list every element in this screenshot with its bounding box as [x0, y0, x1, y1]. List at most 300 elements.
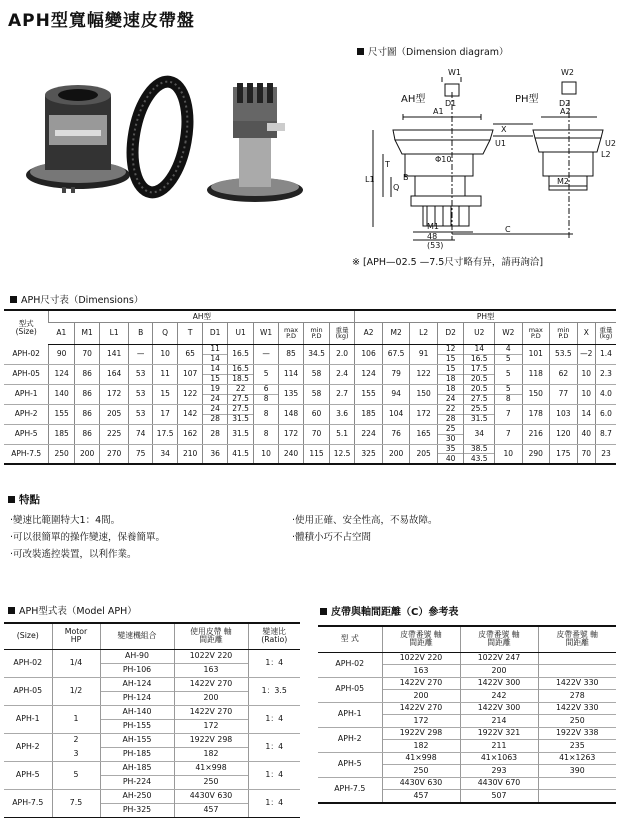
label-53: (53)	[427, 241, 444, 250]
label-b: B	[403, 173, 409, 182]
model-belt	[174, 789, 248, 818]
cell-w1	[254, 384, 278, 404]
belt-c1-value: 1922V 298	[399, 728, 443, 738]
cell-pmin: 53.5	[550, 344, 578, 364]
cell-u2	[464, 364, 495, 384]
model-combo-value: AH-250	[122, 790, 152, 800]
cell-aw: 2.7	[329, 384, 355, 404]
page-title: APH型寬幅變速皮帶盤	[8, 11, 195, 31]
model-hp-value: 2	[73, 735, 79, 745]
table-row	[4, 344, 616, 364]
cell-w2: 10	[495, 444, 523, 464]
cell-l1: 225	[100, 424, 129, 444]
table-row	[4, 733, 300, 761]
label-t: T	[385, 160, 390, 169]
belt-c1	[382, 727, 460, 752]
dimensions-table	[4, 309, 616, 465]
model-size: APH-2	[4, 733, 52, 761]
cell-u2-value: 20.5	[464, 374, 494, 384]
label-a1: A1	[433, 107, 444, 116]
cell-l2: 205	[410, 444, 438, 464]
model-combo-value: PH-185	[101, 747, 174, 761]
features-heading-text: 特點	[19, 494, 40, 506]
cell-t: 122	[177, 384, 203, 404]
cell-d1	[203, 384, 227, 404]
cell-amax: 148	[278, 404, 304, 424]
cell-size: APH-7.5	[4, 444, 49, 464]
model-combo-value: AH-185	[122, 762, 152, 772]
features-left	[10, 512, 290, 563]
dims-heading	[10, 292, 143, 306]
table-row	[4, 789, 300, 818]
cell-d2-value: 18	[438, 374, 464, 384]
cell-u2-value: 16.5	[464, 354, 494, 364]
cell-m1: 86	[74, 424, 100, 444]
cell-q: 11	[153, 364, 177, 384]
cell-aw: 3.6	[329, 404, 355, 424]
col-d2: D2	[437, 322, 464, 344]
cell-size: APH-5	[4, 424, 49, 444]
model-belt	[174, 705, 248, 733]
belt-c2	[460, 752, 538, 777]
cell-d2-value: 25	[445, 424, 456, 434]
cell-l1: 164	[100, 364, 129, 384]
model-combo	[100, 789, 174, 818]
belt-size: APH-7.5	[318, 777, 382, 803]
col-ph-weight: 重量 (kg)	[595, 322, 616, 344]
cell-w2-value: 5	[495, 354, 522, 364]
cell-d1-value: 15	[203, 374, 226, 384]
model-hp: 1/4	[52, 649, 100, 677]
cell-u1-value: 22	[235, 384, 246, 394]
belt-c3-value: 1422V 330	[555, 678, 599, 688]
cell-m2: 200	[382, 444, 410, 464]
col-b: B	[128, 322, 152, 344]
belt-c3	[538, 702, 616, 727]
cell-w1: 10	[254, 444, 278, 464]
col-ah-weight: 重量 (kg)	[329, 322, 355, 344]
ah-group-header: AH型	[49, 310, 355, 322]
cell-amin: 58	[304, 364, 330, 384]
label-x: X	[501, 125, 507, 134]
cell-m1: 70	[74, 344, 100, 364]
cell-amax: 240	[278, 444, 304, 464]
cell-d2	[437, 444, 464, 464]
cell-w1: 8	[254, 424, 278, 444]
cell-pw: 2.3	[595, 364, 616, 384]
model-combo	[100, 677, 174, 705]
cell-d2	[437, 424, 464, 444]
cell-w2-value: 8	[495, 394, 522, 404]
cell-d1-value: 24	[203, 394, 226, 404]
cell-w2-value: 5	[505, 384, 511, 394]
cell-t: 65	[177, 344, 203, 364]
cell-amax: 135	[278, 384, 304, 404]
bullet-square-icon	[8, 496, 15, 503]
cell-w2: 5	[495, 364, 523, 384]
cell-amax: 172	[278, 424, 304, 444]
cell-m2: 76	[382, 424, 410, 444]
product-photos	[15, 75, 305, 210]
cell-d1: 28	[203, 424, 227, 444]
cell-u2	[464, 384, 495, 404]
cell-q: 10	[153, 344, 177, 364]
model-belt-value: 1422V 270	[189, 706, 233, 716]
belt-size: APH-5	[318, 752, 382, 777]
label-48: 48	[427, 232, 438, 241]
col-q: Q	[153, 322, 177, 344]
col-a2: A2	[355, 322, 383, 344]
cell-t: 162	[177, 424, 203, 444]
belt-c3	[538, 652, 616, 677]
cell-amin: 115	[304, 444, 330, 464]
cell-pmax: 150	[522, 384, 550, 404]
model-ratio: 1：3.5	[248, 677, 300, 705]
cell-b: —	[128, 344, 152, 364]
cell-w1-value: 6	[263, 384, 269, 394]
cell-a1: 90	[49, 344, 75, 364]
cell-d1-value: 28	[203, 414, 226, 424]
cell-d1	[203, 404, 227, 424]
dimension-diagram	[345, 62, 620, 262]
belt-c3	[538, 777, 616, 803]
cell-u2-value: 20.5	[470, 384, 488, 394]
table-row	[4, 705, 300, 733]
pulley-photo-2	[207, 83, 303, 202]
cell-d1-value: 14	[210, 364, 220, 374]
bullet-square-icon	[10, 296, 17, 303]
belt-c2-value: 211	[461, 739, 538, 752]
belt-c1-value: 163	[383, 664, 460, 677]
belt-c2	[460, 677, 538, 702]
belt-c2	[460, 777, 538, 803]
model-heading	[8, 603, 137, 617]
belt-c3-value: 1422V 330	[555, 703, 599, 713]
col-ph-max: max P.D	[522, 322, 550, 344]
model-combo-value: AH-140	[122, 706, 152, 716]
cell-m1: 86	[74, 404, 100, 424]
cell-w1: —	[254, 344, 278, 364]
cell-pmax: 290	[522, 444, 550, 464]
cell-x: 10	[577, 384, 595, 404]
belt-c2-value: 507	[461, 789, 538, 802]
model-combo-value: AH-90	[125, 650, 149, 660]
belt-ref-heading-text: 皮帶與軸間距離（C）參考表	[331, 607, 459, 618]
belt-c3-value: 250	[539, 714, 617, 727]
belt-c3-value	[539, 789, 617, 802]
model-size: APH-02	[4, 649, 52, 677]
label-ah-type: AH型	[401, 94, 426, 105]
cell-pmax: 101	[522, 344, 550, 364]
belt-c1-value: 172	[383, 714, 460, 727]
model-combo-value: PH-325	[101, 803, 174, 817]
model-belt	[174, 761, 248, 789]
col-u1: U1	[227, 322, 254, 344]
belt-c3-value: 235	[539, 739, 617, 752]
pulley-photo-1	[26, 85, 130, 193]
cell-d2-value: 15	[438, 354, 464, 364]
model-belt	[174, 677, 248, 705]
label-m1: M1	[427, 222, 439, 231]
cell-w1: 8	[254, 404, 278, 424]
cell-d2	[437, 404, 464, 424]
belt-c2	[460, 702, 538, 727]
cell-w2	[495, 344, 523, 364]
label-w2: W2	[561, 68, 574, 77]
table-row	[318, 677, 616, 702]
cell-l1: 172	[100, 384, 129, 404]
col-m2: M2	[382, 322, 410, 344]
label-l1: L1	[365, 175, 375, 184]
cell-d1-value: 24	[210, 404, 220, 414]
cell-m1: 200	[74, 444, 100, 464]
model-belt	[174, 733, 248, 761]
cell-m1: 86	[74, 384, 100, 404]
table-row	[318, 777, 616, 803]
cell-d2-value: 18	[445, 384, 456, 394]
model-belt-value: 172	[175, 719, 248, 733]
col-m1: M1	[74, 322, 100, 344]
cell-b: 53	[128, 384, 152, 404]
diagram-heading	[357, 44, 509, 58]
model-ratio: 1：4	[248, 733, 300, 761]
cell-a2: 155	[355, 384, 383, 404]
cell-d1: 36	[203, 444, 227, 464]
cell-u1: 41.5	[227, 444, 254, 464]
cell-amin: 70	[304, 424, 330, 444]
label-c: C	[505, 225, 511, 234]
cell-x: 10	[577, 364, 595, 384]
model-combo	[100, 733, 174, 761]
cell-d1-value: 14	[203, 354, 226, 364]
cell-d2-value: 28	[438, 414, 464, 424]
cell-aw: 2.4	[329, 364, 355, 384]
col-x: X	[577, 322, 595, 344]
cell-l2: 172	[410, 404, 438, 424]
cell-a1: 155	[49, 404, 75, 424]
cell-u1-value: 18.5	[228, 374, 254, 384]
model-heading-text: APH型式表（Model APH）	[19, 606, 137, 617]
cell-u2	[464, 344, 495, 364]
model-belt	[174, 649, 248, 677]
belt-c2-value: 1422V 300	[477, 703, 521, 713]
cell-q: 17.5	[153, 424, 177, 444]
table-row	[4, 677, 300, 705]
cell-d1	[203, 344, 227, 364]
model-size: APH-7.5	[4, 789, 52, 818]
cell-a2: 224	[355, 424, 383, 444]
cell-w2	[495, 384, 523, 404]
belt-c2-value: 200	[461, 664, 538, 677]
cell-pw: 1.4	[595, 344, 616, 364]
belt-size: APH-02	[318, 652, 382, 677]
cell-w1: 5	[254, 364, 278, 384]
model-belt-value: 457	[175, 803, 248, 817]
belt-c3-value: 390	[539, 764, 617, 777]
bullet-square-icon	[320, 608, 327, 615]
label-ph-type: PH型	[515, 94, 539, 105]
belt-col-2: 皮帶番號 軸間距離	[460, 626, 538, 652]
col-ah-max: max P.D	[278, 322, 304, 344]
model-hp: 7.5	[52, 789, 100, 818]
feature-item: ‧可以很簡單的操作變速，保養簡單。	[10, 532, 166, 543]
cell-a2: 185	[355, 404, 383, 424]
table-row	[4, 364, 616, 384]
cell-u1: 31.5	[227, 424, 254, 444]
cell-l1: 205	[100, 404, 129, 424]
belt-c2-value: 214	[461, 714, 538, 727]
cell-aw: 2.0	[329, 344, 355, 364]
belt-c3-value: 41×1263	[559, 753, 596, 763]
cell-pmin: 62	[550, 364, 578, 384]
feature-item: ‧可改裝遙控裝置，以利作業。	[10, 549, 137, 560]
belt-c2-value: 41×1063	[480, 753, 518, 763]
cell-u2-value: 17.5	[470, 364, 488, 374]
model-belt-value: 1422V 270	[189, 678, 233, 688]
cell-d1	[203, 364, 227, 384]
bullet-square-icon	[357, 48, 364, 55]
belt-c1	[382, 652, 460, 677]
model-hp: 1	[52, 705, 100, 733]
model-combo	[100, 761, 174, 789]
belt-c1	[382, 752, 460, 777]
model-combo-value: PH-124	[101, 691, 174, 705]
table-row	[4, 404, 616, 424]
ph-group-header: PH型	[355, 310, 616, 322]
belt-c1	[382, 702, 460, 727]
label-d1: D1	[445, 99, 457, 108]
label-u1: U1	[495, 139, 506, 148]
belt-ref-heading	[320, 603, 458, 618]
cell-a2: 106	[355, 344, 383, 364]
table-row	[4, 444, 616, 464]
model-belt-value: 1022V 220	[189, 650, 233, 660]
model-combo-value: PH-155	[101, 719, 174, 733]
belt-size: APH-2	[318, 727, 382, 752]
belt-c2-value: 1422V 300	[477, 678, 521, 688]
belt-c1-value: 4430V 630	[399, 778, 443, 788]
cell-t: 142	[177, 404, 203, 424]
model-col-hp: Motor HP	[52, 623, 100, 649]
belt-c1-value: 41×998	[405, 753, 437, 763]
col-w1: W1	[254, 322, 278, 344]
cell-aw: 12.5	[329, 444, 355, 464]
cell-pmax: 178	[522, 404, 550, 424]
cell-b: 74	[128, 424, 152, 444]
cell-d2-value: 22	[445, 404, 456, 414]
diagram-heading-text: 尺寸圖（Dimension diagram）	[368, 47, 509, 58]
cell-u2-value: 27.5	[464, 394, 494, 404]
model-belt-value: 1922V 298	[189, 734, 233, 744]
model-hp: 1/2	[52, 677, 100, 705]
belt-col-size: 型 式	[318, 626, 382, 652]
cell-l2: 122	[410, 364, 438, 384]
bullet-square-icon	[8, 607, 15, 614]
features-heading	[8, 492, 40, 507]
belt-c2-value: 1922V 321	[477, 728, 521, 738]
cell-x: 40	[577, 424, 595, 444]
belt-c3-value: 1922V 338	[555, 728, 599, 738]
col-size-header: 型式 (Size)	[15, 319, 37, 336]
cell-b: 53	[128, 404, 152, 424]
col-d1: D1	[203, 322, 227, 344]
model-combo	[100, 649, 174, 677]
cell-l2: 150	[410, 384, 438, 404]
cell-m2: 94	[382, 384, 410, 404]
cell-pmin: 103	[550, 404, 578, 424]
cell-m2: 67.5	[382, 344, 410, 364]
belt-c1	[382, 777, 460, 803]
col-w2: W2	[495, 322, 523, 344]
model-hp: 5	[52, 761, 100, 789]
col-ah-min: min P.D	[304, 322, 330, 344]
cell-l1: 270	[100, 444, 129, 464]
model-ratio: 1：4	[248, 705, 300, 733]
belt-c2-value: 242	[461, 689, 538, 702]
cell-d2-value: 35	[445, 444, 456, 454]
model-combo-value: PH-224	[101, 775, 174, 789]
cell-pw: 6.0	[595, 404, 616, 424]
model-ratio: 1：4	[248, 789, 300, 818]
feature-item: ‧使用正確、安全性高，不易故障。	[292, 515, 438, 526]
model-combo	[100, 705, 174, 733]
cell-amax: 114	[278, 364, 304, 384]
cell-a1: 124	[49, 364, 75, 384]
model-ratio: 1：4	[248, 761, 300, 789]
cell-aw: 5.1	[329, 424, 355, 444]
table-row	[4, 761, 300, 789]
belt-photo	[125, 77, 196, 196]
belt-c2-value: 4430V 670	[477, 778, 521, 788]
cell-d2	[437, 364, 464, 384]
model-col-belt: 使用皮帶 軸間距離	[174, 623, 248, 649]
belt-c3	[538, 752, 616, 777]
cell-m2: 104	[382, 404, 410, 424]
belt-col-3: 皮帶番號 軸間距離	[538, 626, 616, 652]
belt-c2	[460, 727, 538, 752]
model-ratio: 1：4	[248, 649, 300, 677]
cell-q: 17	[153, 404, 177, 424]
cell-d2-value: 24	[438, 394, 464, 404]
cell-amin: 34.5	[304, 344, 330, 364]
cell-u1-value: 27.5	[228, 394, 254, 404]
cell-w2: 7	[495, 404, 523, 424]
belt-c3	[538, 727, 616, 752]
cell-amax: 85	[278, 344, 304, 364]
cell-u1: 16.5	[227, 344, 254, 364]
model-belt-value: 182	[175, 747, 248, 761]
belt-c2-value: 1022V 247	[477, 653, 521, 663]
cell-x: 70	[577, 444, 595, 464]
model-combo-value: AH-155	[122, 734, 152, 744]
label-d2: D2	[559, 99, 571, 108]
cell-l1: 141	[100, 344, 129, 364]
cell-size: APH-2	[4, 404, 49, 424]
belt-size: APH-05	[318, 677, 382, 702]
cell-size: APH-02	[4, 344, 49, 364]
cell-u2: 34	[464, 424, 495, 444]
cell-d1-value: 11	[210, 344, 220, 354]
cell-a1: 250	[49, 444, 75, 464]
table-row	[4, 649, 300, 677]
cell-x: —2	[577, 344, 595, 364]
label-l2: L2	[601, 150, 611, 159]
cell-l2: 91	[410, 344, 438, 364]
cell-d2-value: 30	[438, 434, 464, 444]
cell-a1: 140	[49, 384, 75, 404]
col-a1: A1	[49, 322, 75, 344]
cell-d2-value: 15	[445, 364, 456, 374]
